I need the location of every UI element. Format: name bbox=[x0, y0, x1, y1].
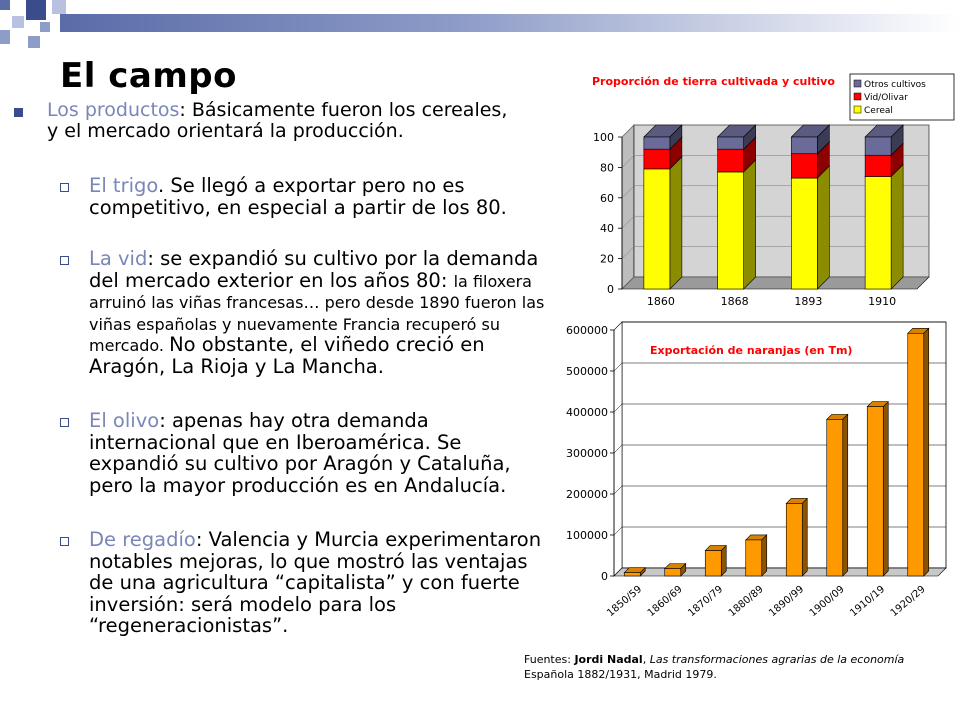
bar-side bbox=[721, 546, 726, 576]
bar bbox=[624, 573, 640, 576]
orange-export-chart bbox=[558, 318, 960, 632]
plot-side-wall bbox=[622, 125, 634, 289]
y-tick-label: 0 bbox=[601, 570, 608, 583]
list-item-vid bbox=[89, 248, 549, 377]
plot-floor bbox=[614, 568, 946, 576]
bar-segment-side bbox=[670, 157, 682, 289]
bar-side bbox=[762, 535, 767, 576]
decor-square bbox=[12, 16, 24, 28]
bar-segment-side bbox=[817, 166, 829, 289]
bar-segment bbox=[718, 149, 744, 172]
bar bbox=[867, 407, 883, 576]
bar-segment bbox=[865, 177, 891, 289]
y-tick-label: 500000 bbox=[566, 365, 608, 378]
bar bbox=[705, 551, 721, 576]
decor-square bbox=[26, 0, 46, 20]
item-text: : se expandió su cultivo por la demanda del mercado exterior en los años 80: bbox=[89, 247, 539, 292]
source-sep: , bbox=[642, 653, 650, 666]
bar-segment bbox=[791, 137, 817, 154]
bar-segment bbox=[718, 137, 744, 149]
x-tick-label: 1880/89 bbox=[726, 583, 766, 620]
list-item-regadio bbox=[89, 529, 549, 637]
intro-text: : Básicamente fueron los cereales, y el mercado orientará la producción. bbox=[47, 99, 508, 142]
legend-swatch bbox=[854, 93, 861, 100]
sub-bullet-icon bbox=[60, 418, 69, 427]
source-rest: Española 1882/1931, Madrid 1979. bbox=[524, 668, 717, 681]
y-tick-label: 100000 bbox=[566, 529, 608, 542]
bar bbox=[665, 569, 681, 576]
x-tick-label: 1860/69 bbox=[645, 583, 685, 620]
bar bbox=[746, 540, 762, 576]
source-author: Jordi Nadal bbox=[574, 653, 643, 666]
item-text: . Se llegó a exportar pero no es competitivo, en especial a partir de los 80. bbox=[89, 174, 507, 219]
item-text: : Valencia y Murcia experimentaron notables mejoras, lo que mostró las ventajas de una agricultura “capitalista” y con fuerte inversión: será modelo para los “regeneracionistas”. bbox=[89, 528, 542, 637]
intro-keyword: Los productos bbox=[47, 99, 180, 121]
legend-label: Vid/Olivar bbox=[864, 93, 908, 103]
sub-bullet-icon bbox=[60, 537, 69, 546]
slide-title: El campo bbox=[60, 56, 237, 96]
sub-bullet-icon bbox=[60, 183, 69, 192]
item-text: : apenas hay otra demanda internacional que en Iberoamérica. Se expandió su cultivo por Aragón y Cataluña, pero la mayor producción es en Andalucía. bbox=[89, 409, 511, 497]
y-tick-label: 80 bbox=[600, 161, 614, 175]
chart-title: Exportación de naranjas (en Tm) bbox=[650, 344, 853, 357]
bar-segment-side bbox=[744, 160, 756, 289]
decor-square bbox=[0, 30, 10, 44]
legend-swatch bbox=[854, 80, 861, 87]
y-tick-label: 100 bbox=[593, 131, 614, 144]
y-tick-label: 200000 bbox=[566, 488, 608, 501]
list-item-olivo bbox=[89, 410, 549, 496]
legend-label: Otros cultivos bbox=[864, 80, 926, 90]
y-tick-label: 40 bbox=[600, 222, 614, 236]
bar-side bbox=[843, 414, 848, 576]
land-use-chart bbox=[560, 66, 960, 320]
decor-square bbox=[28, 36, 40, 48]
y-tick-label: 60 bbox=[600, 191, 614, 205]
bar-segment bbox=[644, 149, 670, 169]
bar-side bbox=[924, 328, 929, 576]
x-tick-label: 1900/09 bbox=[807, 583, 847, 620]
y-tick-label: 400000 bbox=[566, 406, 608, 419]
item-keyword: De regadío bbox=[89, 528, 196, 551]
item-keyword: El trigo bbox=[89, 174, 158, 197]
chart-title: Proporción de tierra cultivada y cultivo bbox=[592, 75, 835, 88]
decor-square bbox=[0, 0, 10, 10]
bar-side bbox=[883, 402, 888, 576]
bar-segment bbox=[718, 172, 744, 289]
legend-label: Cereal bbox=[864, 106, 893, 116]
list-item-trigo bbox=[89, 175, 549, 218]
item-text-small: la filoxera arruinó las viñas francesas… pero desde 1890 fueron las viñas españolas y nuevamente Francia recuperó su mercado. bbox=[89, 271, 545, 355]
decor-square bbox=[40, 22, 50, 32]
bar-segment bbox=[865, 155, 891, 176]
bar-segment bbox=[791, 178, 817, 289]
y-tick-label: 20 bbox=[600, 252, 614, 266]
x-tick-label: 1920/29 bbox=[888, 583, 928, 620]
sub-bullet-icon bbox=[60, 256, 69, 265]
bar-segment-side bbox=[891, 165, 903, 289]
bar-segment bbox=[865, 137, 891, 155]
y-tick-label: 600000 bbox=[566, 324, 608, 337]
source-prefix: Fuentes: bbox=[524, 653, 575, 666]
source-work: Las transformaciones agrarias de la economía bbox=[649, 653, 905, 666]
intro-paragraph bbox=[47, 100, 512, 142]
bar bbox=[908, 333, 924, 576]
item-text: No obstante, el viñedo creció en Aragón, La Rioja y La Mancha. bbox=[89, 333, 485, 378]
y-tick-label: 300000 bbox=[566, 447, 608, 460]
x-tick-label: 1910 bbox=[868, 295, 897, 308]
x-tick-label: 1860 bbox=[646, 295, 675, 308]
bar-segment bbox=[791, 154, 817, 178]
x-tick-label: 1870/79 bbox=[686, 583, 726, 620]
bar bbox=[827, 419, 843, 576]
bar bbox=[786, 503, 802, 576]
y-tick-label: 0 bbox=[607, 283, 614, 296]
x-tick-label: 1910/19 bbox=[848, 583, 888, 620]
decor-square bbox=[52, 0, 66, 14]
x-tick-label: 1850/59 bbox=[605, 583, 645, 620]
title-bar-decoration bbox=[60, 14, 960, 32]
x-tick-label: 1868 bbox=[720, 295, 749, 308]
item-keyword: La vid bbox=[89, 247, 148, 270]
bar-segment bbox=[644, 169, 670, 289]
legend-swatch bbox=[854, 106, 861, 113]
item-keyword: El olivo bbox=[89, 409, 160, 432]
x-tick-label: 1890/99 bbox=[767, 583, 807, 620]
x-tick-label: 1893 bbox=[794, 295, 823, 308]
bullet-icon bbox=[14, 108, 23, 117]
bar-side bbox=[802, 498, 807, 576]
source-note bbox=[524, 652, 954, 682]
bar-segment bbox=[644, 137, 670, 149]
